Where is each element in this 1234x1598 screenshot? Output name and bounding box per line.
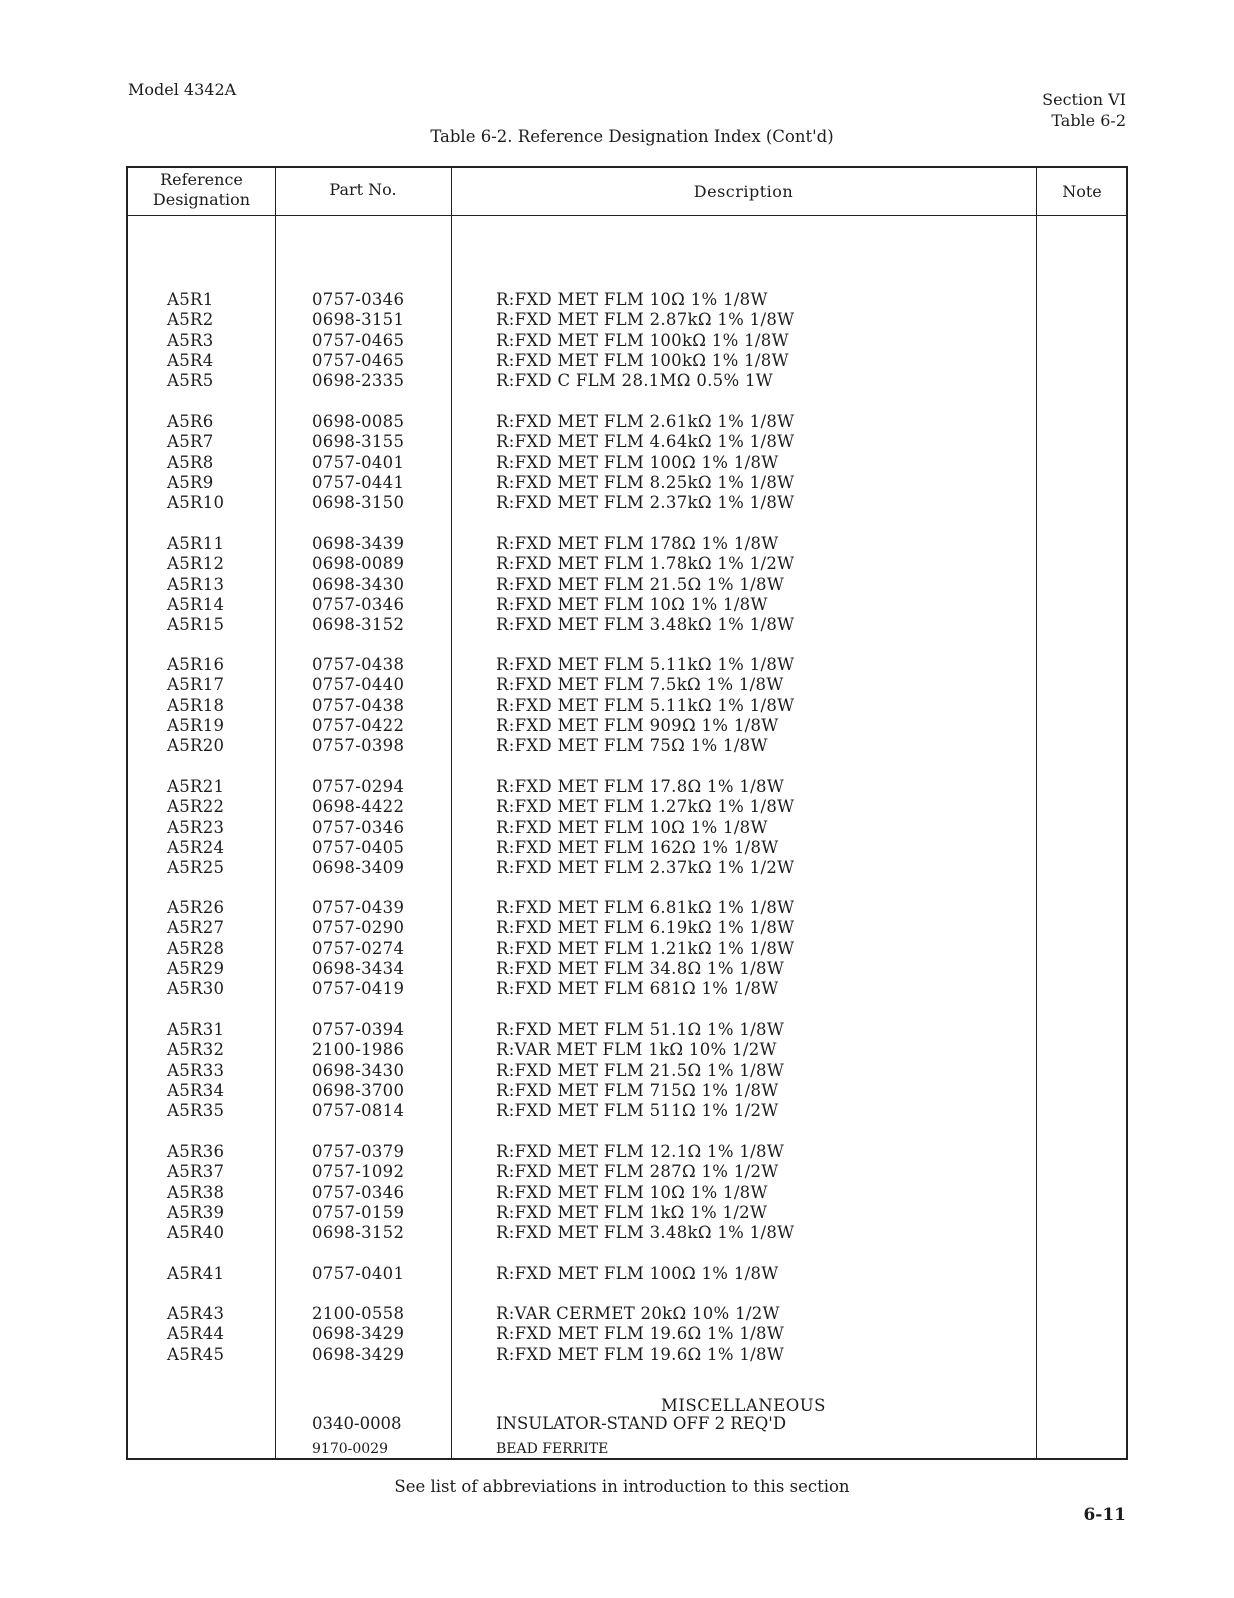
description: R:FXD MET FLM 100Ω 1% 1/8W [496,1264,779,1283]
reference-designation: A5R35 [167,1101,225,1121]
part-number: 0757-0465 [312,350,405,370]
reference-designation: A5R17 [167,675,225,695]
table-row [128,818,1126,838]
part-number: 0757-0346 [312,817,405,837]
description: R:FXD MET FLM 7.5kΩ 1% 1/8W [496,675,784,695]
description: R:FXD MET FLM 19.6Ω 1% 1/8W [496,1344,785,1364]
reference-designation: A5R37 [167,1162,225,1182]
part-number: 0698-0089 [312,554,405,574]
description: R:FXD MET FLM 681Ω 1% 1/8W [496,979,779,999]
part-number: 0698-3152 [312,1223,405,1243]
table-row [128,595,1126,615]
reference-designation: A5R43 [167,1304,225,1323]
part-number: 0340-0008 [312,1414,402,1433]
reference-designation: A5R44 [167,1324,225,1344]
table-row [128,858,1126,878]
description: R:FXD MET FLM 10Ω 1% 1/8W [496,594,768,614]
description: R:FXD MET FLM 12.1Ω 1% 1/8W [496,1142,785,1161]
description: R:FXD MET FLM 1.27kΩ 1% 1/8W [496,797,795,817]
reference-designation: A5R41 [167,1264,225,1283]
reference-designation: A5R34 [167,1080,225,1100]
part-number: 0757-0440 [312,675,405,695]
description: R:FXD MET FLM 10Ω 1% 1/8W [496,817,768,837]
part-number: 0698-3429 [312,1344,405,1364]
reference-designation: A5R4 [167,350,214,370]
table-row [128,736,1126,756]
reference-designation: A5R14 [167,594,225,614]
description: R:FXD MET FLM 21.5Ω 1% 1/8W [496,574,785,594]
table-row [128,310,1126,330]
table-row [128,655,1126,675]
description: R:FXD MET FLM 6.81kΩ 1% 1/8W [496,898,795,917]
reference-designation: A5R12 [167,554,225,574]
part-number: 0757-0398 [312,736,405,756]
part-number: 0757-0159 [312,1202,405,1222]
table-row [128,1223,1126,1243]
table-row [128,534,1126,554]
table-row [128,959,1126,979]
table-row [128,1142,1126,1162]
description: R:FXD MET FLM 178Ω 1% 1/8W [496,534,779,553]
reference-designation: A5R22 [167,797,225,817]
part-number: 0757-0401 [312,452,405,472]
table-row [128,979,1126,999]
reference-designation: A5R33 [167,1060,225,1080]
reference-designation: A5R32 [167,1040,225,1060]
part-number: 0698-2335 [312,371,405,391]
description: R:FXD MET FLM 1.21kΩ 1% 1/8W [496,938,795,958]
description: R:FXD MET FLM 715Ω 1% 1/8W [496,1080,779,1100]
table-row [128,1040,1126,1060]
table-row [128,432,1126,452]
description: R:FXD MET FLM 1.78kΩ 1% 1/2W [496,554,795,574]
reference-designation: A5R38 [167,1182,225,1202]
description: R:FXD MET FLM 17.8Ω 1% 1/8W [496,777,785,796]
part-number: 0698-3409 [312,858,405,878]
column-header-reference-line2: Designation [152,190,251,209]
part-number: 0698-3430 [312,1060,405,1080]
section-name: Section VI [1042,90,1126,109]
table-row [128,453,1126,473]
reference-designation: A5R8 [167,452,214,472]
part-number: 0757-0438 [312,655,405,674]
column-header-reference [128,170,275,210]
table-row [128,838,1126,858]
reference-designation: A5R11 [167,534,225,553]
description: R:FXD MET FLM 2.37kΩ 1% 1/8W [496,493,795,513]
part-number: 0757-0441 [312,472,405,492]
reference-designation: A5R36 [167,1142,225,1161]
table-row [128,1345,1126,1365]
reference-designation: A5R15 [167,615,225,635]
reference-designation: A5R7 [167,432,214,452]
part-number: 0698-3434 [312,958,405,978]
description: R:FXD MET FLM 5.11kΩ 1% 1/8W [496,655,795,674]
description: R:FXD MET FLM 34.8Ω 1% 1/8W [496,958,785,978]
reference-designation-table [126,166,1128,1460]
description: R:FXD MET FLM 8.25kΩ 1% 1/8W [496,472,795,492]
table-row [128,371,1126,391]
section-label [1042,89,1126,131]
part-number: 0757-0465 [312,330,405,350]
part-number: 0757-0419 [312,979,405,999]
part-number: 0698-3430 [312,574,405,594]
table-row [128,331,1126,351]
table-row [128,1162,1126,1182]
reference-designation: A5R28 [167,938,225,958]
reference-designation: A5R16 [167,655,225,674]
reference-designation: A5R2 [167,310,214,330]
part-number: 0698-3439 [312,534,405,553]
description: R:VAR MET FLM 1kΩ 10% 1/2W [496,1040,777,1060]
column-header-description: Description [693,182,794,201]
reference-designation: A5R24 [167,837,225,857]
reference-designation: A5R1 [167,290,214,309]
table-row [128,716,1126,736]
reference-designation: A5R3 [167,330,214,350]
misc-heading: MISCELLANEOUS [661,1396,826,1415]
reference-designation: A5R19 [167,715,225,735]
table-row [128,1101,1126,1121]
part-number: 0698-0085 [312,412,405,431]
reference-designation: A5R9 [167,472,214,492]
table-row [128,1324,1126,1344]
description: INSULATOR-STAND OFF 2 REQ'D [496,1414,787,1433]
column-header-note: Note [1062,182,1102,201]
part-number: 0757-0422 [312,715,405,735]
description: R:FXD MET FLM 10Ω 1% 1/8W [496,1182,768,1202]
column-header-reference-line1: Reference [160,170,243,189]
table-row [128,412,1126,432]
part-number: 0698-3700 [312,1080,405,1100]
reference-designation: A5R6 [167,412,214,431]
description: R:FXD MET FLM 909Ω 1% 1/8W [496,715,779,735]
table-row [128,1020,1126,1040]
table-row [128,1304,1126,1324]
description: R:FXD C FLM 28.1MΩ 0.5% 1W [496,371,774,391]
description: R:FXD MET FLM 100Ω 1% 1/8W [496,452,779,472]
part-number: 0757-0346 [312,1182,405,1202]
description: R:FXD MET FLM 5.11kΩ 1% 1/8W [496,695,795,715]
reference-designation: A5R10 [167,493,225,513]
footnote: See list of abbreviations in introduction to this section [394,1477,850,1496]
table-row [128,290,1126,310]
table-row [128,1183,1126,1203]
reference-designation: A5R25 [167,858,225,878]
reference-designation: A5R30 [167,979,225,999]
table-row [128,575,1126,595]
part-number: 0757-0294 [312,777,405,796]
description: R:FXD MET FLM 51.1Ω 1% 1/8W [496,1020,785,1039]
part-number: 0698-3151 [312,310,405,330]
table-row [128,797,1126,817]
table-row [128,939,1126,959]
reference-designation: A5R45 [167,1344,225,1364]
table-row [128,473,1126,493]
table-row [128,1061,1126,1081]
description: BEAD FERRITE [496,1441,609,1457]
part-number: 2100-1986 [312,1040,405,1060]
table-row [128,1264,1126,1284]
reference-designation: A5R40 [167,1223,225,1243]
part-number: 0757-0274 [312,938,405,958]
table-row [128,696,1126,716]
description: R:FXD MET FLM 1kΩ 1% 1/2W [496,1202,768,1222]
part-number: 0757-0814 [312,1101,405,1121]
reference-designation: A5R27 [167,918,225,938]
table-row [128,351,1126,371]
part-number: 0698-3429 [312,1324,405,1344]
reference-designation: A5R39 [167,1202,225,1222]
table-row [128,675,1126,695]
description: R:FXD MET FLM 287Ω 1% 1/2W [496,1162,779,1182]
reference-designation: A5R21 [167,777,225,796]
part-number: 9170-0029 [312,1441,388,1457]
description: R:FXD MET FLM 3.48kΩ 1% 1/8W [496,615,795,635]
description: R:FXD MET FLM 19.6Ω 1% 1/8W [496,1324,785,1344]
description: R:VAR CERMET 20kΩ 10% 1/2W [496,1304,780,1323]
header-divider [128,215,1126,216]
part-number: 2100-0558 [312,1304,405,1323]
reference-designation: A5R23 [167,817,225,837]
reference-designation: A5R5 [167,371,214,391]
page-number: 6-11 [1083,1505,1126,1525]
table-row [128,493,1126,513]
part-number: 0698-3155 [312,432,405,452]
part-number: 0757-0346 [312,594,405,614]
table-row [128,777,1126,797]
model-label: Model 4342A [128,80,237,99]
description: R:FXD MET FLM 3.48kΩ 1% 1/8W [496,1223,795,1243]
part-number: 0757-0379 [312,1142,405,1161]
part-number: 0757-1092 [312,1162,405,1182]
reference-designation: A5R29 [167,958,225,978]
part-number: 0757-0290 [312,918,405,938]
reference-designation: A5R31 [167,1020,225,1039]
description: R:FXD MET FLM 162Ω 1% 1/8W [496,837,779,857]
description: R:FXD MET FLM 10Ω 1% 1/8W [496,290,768,309]
reference-designation: A5R18 [167,695,225,715]
table-row [128,615,1126,635]
description: R:FXD MET FLM 100kΩ 1% 1/8W [496,330,789,350]
part-number: 0757-0439 [312,898,405,917]
table-ref: Table 6-2 [1051,111,1126,130]
description: R:FXD MET FLM 4.64kΩ 1% 1/8W [496,432,795,452]
part-number: 0757-0401 [312,1264,405,1283]
part-number: 0698-4422 [312,797,405,817]
reference-designation: A5R13 [167,574,225,594]
description: R:FXD MET FLM 2.61kΩ 1% 1/8W [496,412,795,431]
reference-designation: A5R26 [167,898,225,917]
description: R:FXD MET FLM 511Ω 1% 1/2W [496,1101,779,1121]
table-title: Table 6-2. Reference Designation Index (Cont'd) [430,127,834,146]
part-number: 0698-3150 [312,493,405,513]
table-row [128,1081,1126,1101]
table-row [128,554,1126,574]
part-number: 0757-0346 [312,290,405,309]
part-number: 0698-3152 [312,615,405,635]
table-row [128,1203,1126,1223]
table-row [128,898,1126,918]
part-number: 0757-0405 [312,837,405,857]
table-row [128,918,1126,938]
part-number: 0757-0438 [312,695,405,715]
reference-designation: A5R20 [167,736,225,756]
description: R:FXD MET FLM 6.19kΩ 1% 1/8W [496,918,795,938]
description: R:FXD MET FLM 21.5Ω 1% 1/8W [496,1060,785,1080]
description: R:FXD MET FLM 100kΩ 1% 1/8W [496,350,789,370]
part-number: 0757-0394 [312,1020,405,1039]
column-header-part: Part No. [329,180,397,199]
description: R:FXD MET FLM 2.87kΩ 1% 1/8W [496,310,795,330]
description: R:FXD MET FLM 2.37kΩ 1% 1/2W [496,858,795,878]
description: R:FXD MET FLM 75Ω 1% 1/8W [496,736,768,756]
